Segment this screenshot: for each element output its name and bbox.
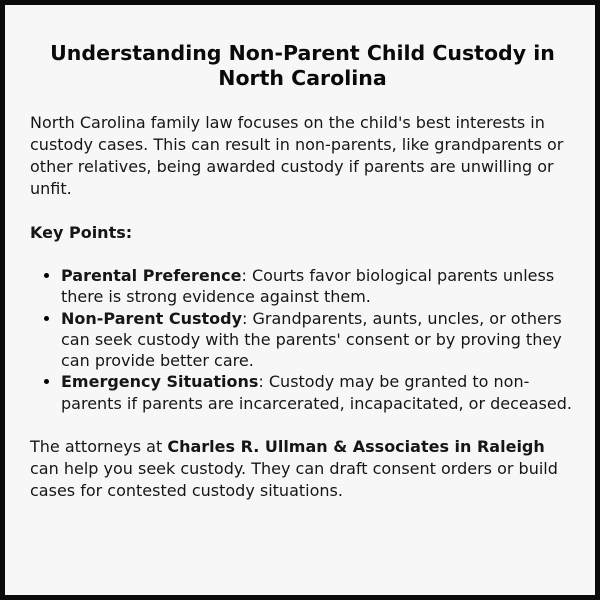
closing-suffix: can help you seek custody. They can draft consent orders or build cases for contested custody situations. (30, 459, 558, 501)
key-point-term: Parental Preference (61, 266, 242, 285)
key-point-parental-preference (61, 265, 575, 308)
key-point-term: Non-Parent Custody (61, 308, 243, 328)
key-point-term: Emergency Situations (61, 372, 259, 392)
key-point-text: : Courts favor biological parents unless there is strong evidence against them. (61, 266, 555, 307)
page-title-line-1: Understanding Non-Parent Child Custody in (50, 41, 555, 65)
closing-paragraph (30, 436, 575, 502)
page-title-line-2: North Carolina (218, 66, 387, 90)
key-point-text: : Custody may be granted to non-parents if parents are incarcerated, incapacitated, or deceased. (61, 372, 572, 413)
document-content (30, 41, 575, 502)
intro-paragraph: North Carolina family law focuses on the child's best interests in custody cases. This can result in non-parents, like grandparents or other relatives, being awarded custody if parents are unwilling or unfit. (30, 113, 564, 198)
key-point-emergency-situations (61, 371, 575, 414)
firm-name: Charles R. Ullman & Associates in Raleigh (167, 437, 545, 457)
key-points-list (30, 265, 575, 414)
document-card (5, 5, 595, 595)
closing-prefix: The attorneys at (30, 437, 168, 457)
page-title (30, 41, 575, 91)
key-point-non-parent-custody (61, 308, 575, 372)
key-point-text: : Grandparents, aunts, uncles, or others can seek custody with the parents' consent or by proving they can provide better care. (61, 308, 562, 371)
key-points-heading: Key Points: (30, 223, 133, 242)
